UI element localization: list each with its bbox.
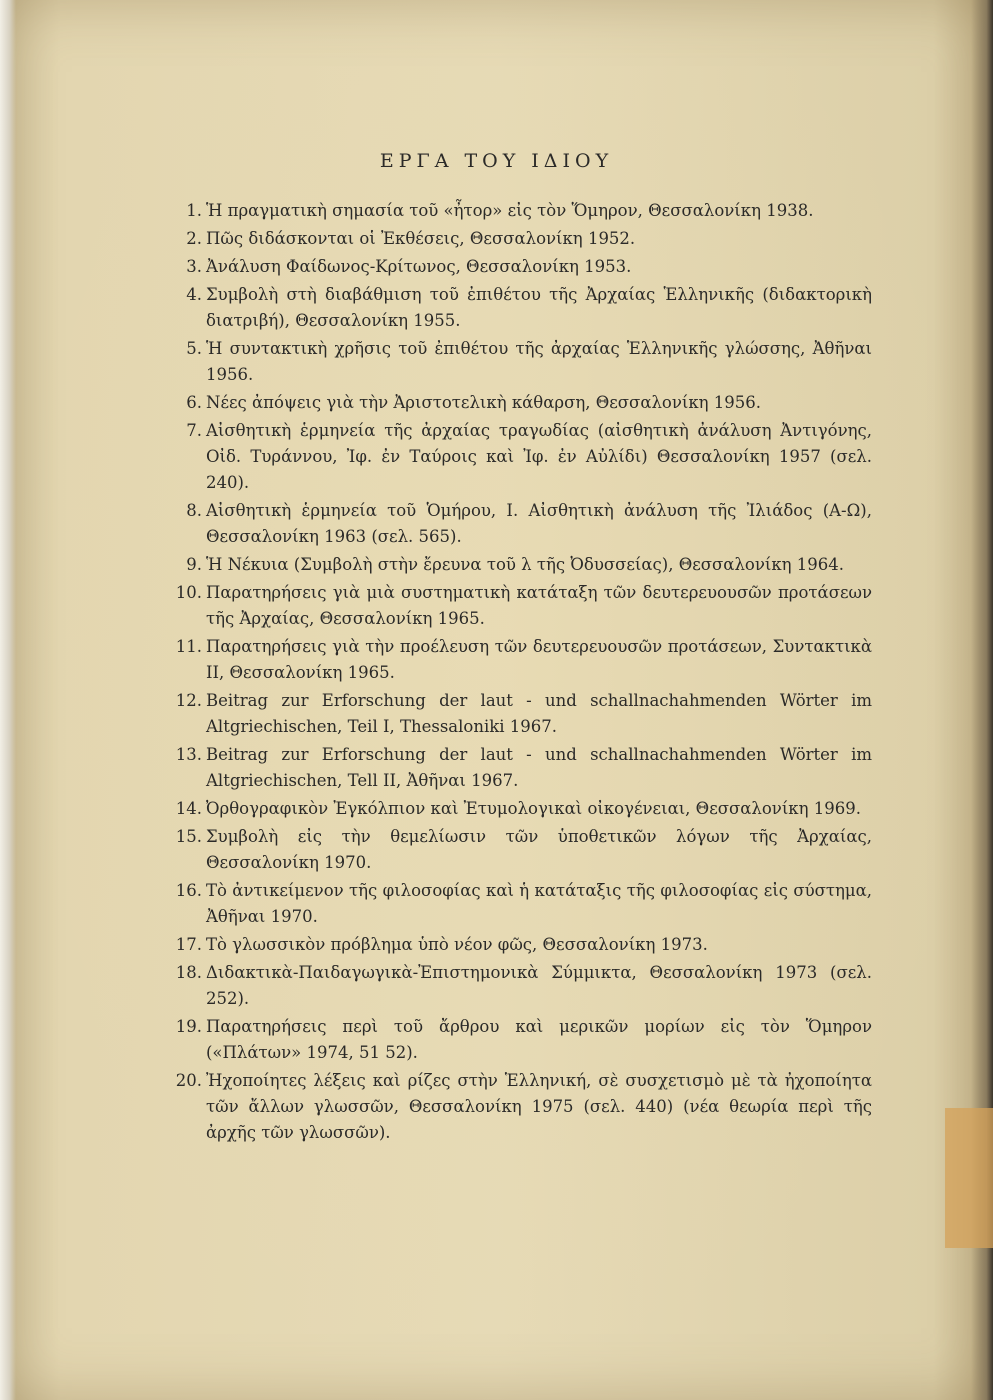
- item-text: Παρατηρήσεις περὶ τοῦ ἄρθρου καὶ μερικῶν μορίων εἰς τὸν Ὅμηρον («Πλάτων» 1974, 51 52).: [206, 1017, 872, 1062]
- item-text: Διδακτικὰ-Παιδαγωγικὰ-Ἐπιστημονικὰ Σύμμικτα, Θεσσαλονίκη 1973 (σελ. 252).: [206, 963, 872, 1008]
- item-text: Ἀνάλυση Φαίδωνος-Κρίτωνος, Θεσσαλονίκη 1953.: [206, 257, 632, 276]
- item-number: 6.: [186, 393, 202, 412]
- item-text: Ἡ συντακτικὴ χρῆσις τοῦ ἐπιθέτου τῆς ἀρχαίας Ἑλληνικῆς γλώσσης, Ἀθῆναι 1956.: [206, 339, 872, 384]
- item-number: 19.: [175, 1017, 202, 1036]
- list-item: [160, 824, 872, 876]
- item-text: Συμβολὴ στὴ διαβάθμιση τοῦ ἐπιθέτου τῆς Ἀρχαίας Ἑλληνικῆς (διδακτορικὴ διατριβή), Θεσσαλονίκη 1955.: [206, 285, 872, 330]
- list-item: [160, 418, 872, 496]
- list-item: [160, 254, 872, 280]
- item-text: Αἰσθητικὴ ἑρμηνεία τοῦ Ὁμήρου, Ι. Αἰσθητικὴ ἀνάλυση τῆς Ἰλιάδος (Α-Ω), Θεσσαλονίκη 1963 (σελ. 565).: [206, 501, 872, 546]
- list-item: [160, 878, 872, 930]
- item-number: 10.: [175, 583, 202, 602]
- item-text: Ἡ Νέκυια (Συμβολὴ στὴν ἔρευνα τοῦ λ τῆς Ὀδυσσείας), Θεσσαλονίκη 1964.: [206, 555, 845, 574]
- item-text: Αἰσθητικὴ ἑρμηνεία τῆς ἀρχαίας τραγωδίας (αἰσθητικὴ ἀνάλυση Ἀντιγόνης, Οἰδ. Τυράννου, Ἰφ. ἐν Ταύροις καὶ Ἰφ. ἐν Αὐλίδι) Θεσσαλονίκη 1957 (σελ. 240).: [206, 421, 872, 492]
- list-item: [160, 498, 872, 550]
- item-text: Beitrag zur Erforschung der laut - und schallnachahmenden Wörter im Altgriechischen, Teil I, Thessaloniki 1967.: [206, 691, 872, 736]
- item-number: 20.: [175, 1071, 202, 1090]
- list-item: [160, 1014, 872, 1066]
- item-number: 12.: [175, 691, 202, 710]
- list-item: [160, 282, 872, 334]
- works-list: [160, 198, 872, 1148]
- list-item: [160, 226, 872, 252]
- item-number: 3.: [186, 257, 202, 276]
- item-number: 4.: [186, 285, 202, 304]
- item-number: 9.: [186, 555, 202, 574]
- item-number: 8.: [186, 501, 202, 520]
- item-text: Τὸ γλωσσικὸν πρόβλημα ὑπὸ νέον φῶς, Θεσσαλονίκη 1973.: [206, 935, 708, 954]
- item-number: 11.: [175, 637, 202, 656]
- item-text: Πῶς διδάσκονται οἱ Ἐκθέσεις, Θεσσαλονίκη 1952.: [206, 229, 636, 248]
- list-item: [160, 198, 872, 224]
- item-text: Παρατηρήσεις γιὰ μιὰ συστηματικὴ κατάταξη τῶν δευτερευουσῶν προτάσεων τῆς Ἀρχαίας, Θεσσαλονίκη 1965.: [206, 583, 872, 628]
- item-text: Παρατηρήσεις γιὰ τὴν προέλευση τῶν δευτερευουσῶν προτάσεων, Συντακτικὰ ΙΙ, Θεσσαλονίκη 1965.: [206, 637, 872, 682]
- list-item: [160, 390, 872, 416]
- list-item: [160, 552, 872, 578]
- item-number: 15.: [175, 827, 202, 846]
- item-text: Τὸ ἀντικείμενον τῆς φιλοσοφίας καὶ ἡ κατάταξις τῆς φιλοσοφίας εἰς σύστημα, Ἀθῆναι 1970.: [206, 881, 872, 926]
- page-left-edge: [0, 0, 16, 1400]
- list-item: [160, 336, 872, 388]
- item-number: 13.: [175, 745, 202, 764]
- list-item: [160, 796, 872, 822]
- item-text: Νέες ἀπόψεις γιὰ τὴν Ἀριστοτελικὴ κάθαρση, Θεσσαλονίκη 1956.: [206, 393, 762, 412]
- list-item: [160, 960, 872, 1012]
- list-item: [160, 1068, 872, 1146]
- item-text: Beitrag zur Erforschung der laut - und schallnachahmenden Wörter im Altgriechischen, Tell II, Ἀθῆναι 1967.: [206, 745, 872, 790]
- item-number: 1.: [186, 201, 202, 220]
- list-item: [160, 742, 872, 794]
- page-title: ΕΡΓΑ ΤΟΥ ΙΔΙΟΥ: [379, 150, 614, 172]
- item-number: 7.: [186, 421, 202, 440]
- item-text: Ὀρθογραφικὸν Ἐγκόλπιον καὶ Ἐτυμολογικαὶ οἰκογένειαι, Θεσσαλονίκη 1969.: [206, 799, 861, 818]
- item-number: 5.: [186, 339, 202, 358]
- list-item: [160, 932, 872, 958]
- item-number: 17.: [175, 935, 202, 954]
- list-item: [160, 634, 872, 686]
- item-number: 18.: [175, 963, 202, 982]
- item-number: 14.: [175, 799, 202, 818]
- item-text: Ἠχοποίητες λέξεις καὶ ρίζες στὴν Ἑλληνική, σὲ συσχετισμὸ μὲ τὰ ἠχοποίητα τῶν ἄλλων γλωσσῶν, Θεσσαλονίκη 1975 (σελ. 440) (νέα θεωρία περὶ τῆς ἀρχῆς τῶν γλωσσῶν).: [206, 1071, 872, 1142]
- item-number: 16.: [175, 881, 202, 900]
- item-text: Συμβολὴ εἰς τὴν θεμελίωσιν τῶν ὑποθετικῶν λόγων τῆς Ἀρχαίας, Θεσσαλονίκη 1970.: [206, 827, 872, 872]
- list-item: [160, 580, 872, 632]
- item-number: 2.: [186, 229, 202, 248]
- paper-stain: [945, 1108, 993, 1248]
- item-text: Ἡ πραγματικὴ σημασία τοῦ «ἦτορ» εἰς τὸν Ὅμηρον, Θεσσαλονίκη 1938.: [206, 201, 814, 220]
- list-item: [160, 688, 872, 740]
